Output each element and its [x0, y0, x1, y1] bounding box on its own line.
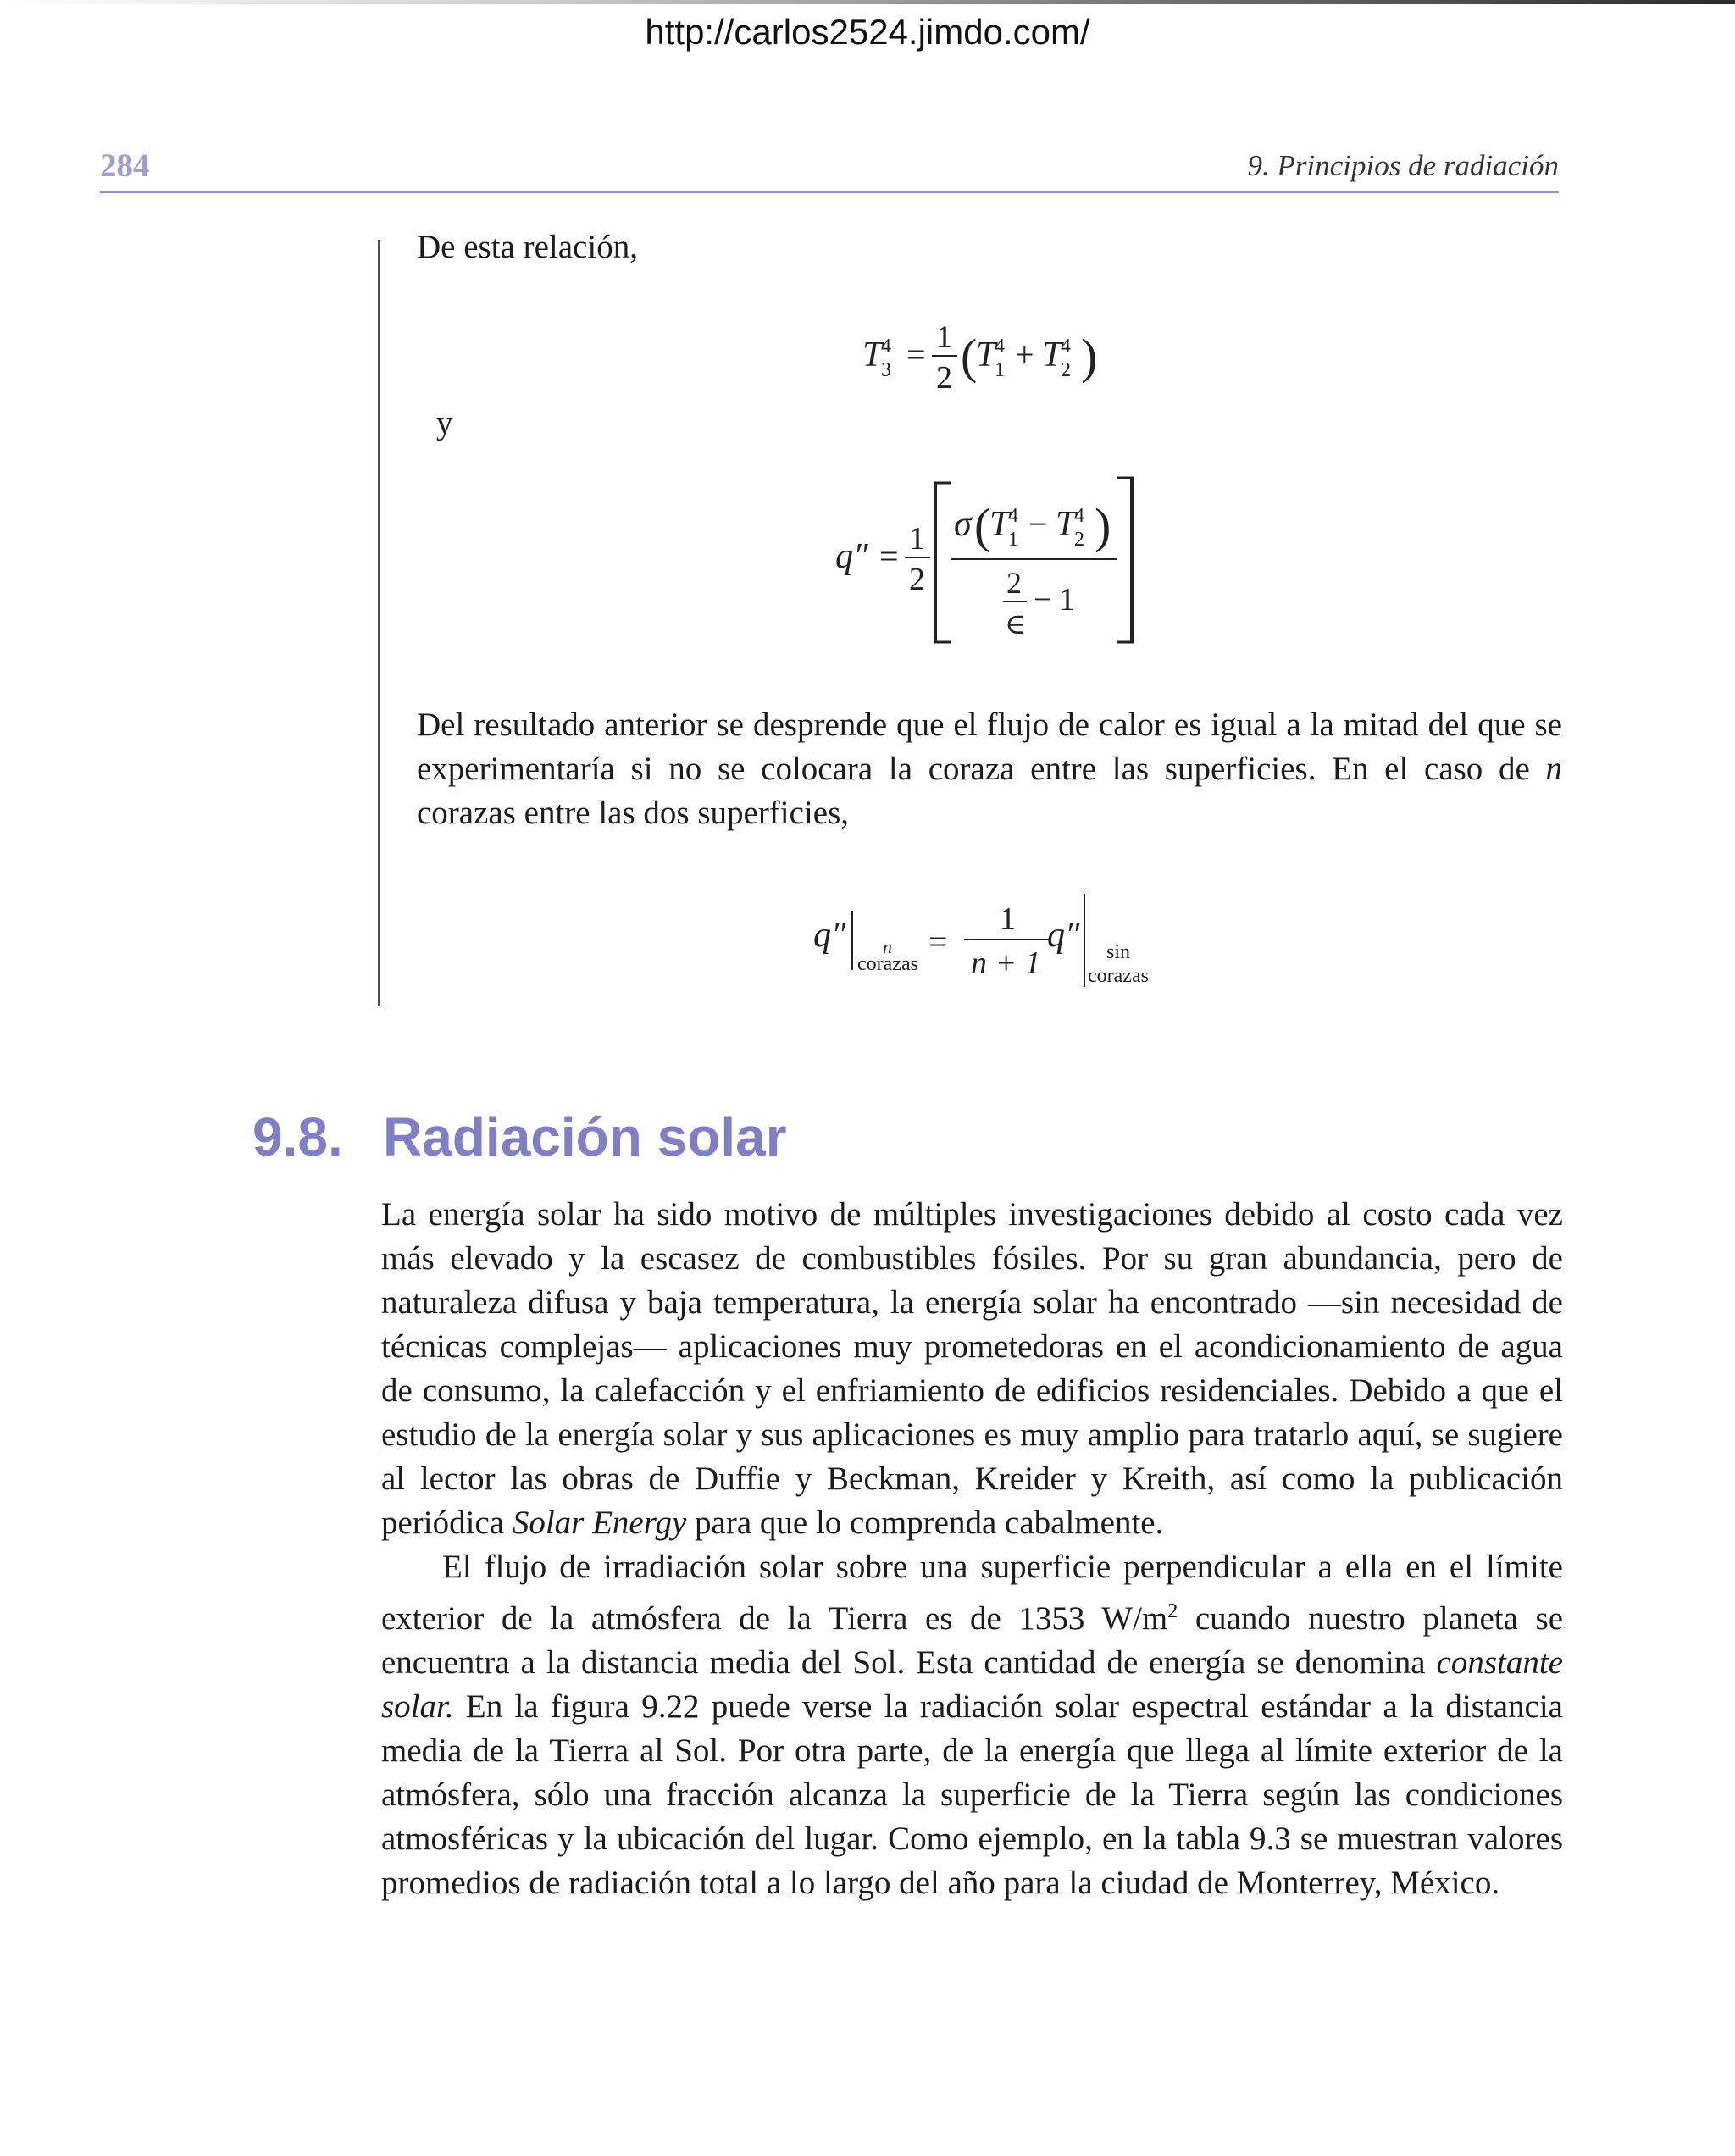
- eq1-lhs-sub: 3: [881, 359, 891, 381]
- eq1-t1-sub: 1: [995, 359, 1005, 381]
- svg-text:(: (: [974, 498, 991, 553]
- equation-q-flux: [830, 474, 1169, 652]
- eq2-eps: ∈: [1005, 609, 1027, 640]
- connector-y: y: [436, 405, 453, 441]
- eq2-sigma: σ: [954, 505, 972, 544]
- eq2-one: 1: [1059, 582, 1075, 618]
- p2-text-a: El flujo de irradiación solar sobre una superficie perpendicular a ella en el límite exterior de la atmósfera de la Tierra es de 1353 W/m: [381, 1549, 1563, 1637]
- page-number: 284: [100, 147, 150, 184]
- svg-text:4: 4: [1074, 505, 1084, 527]
- eq2-equals: =: [879, 537, 899, 575]
- eq1-t1-sup: 4: [995, 335, 1005, 357]
- p1-end: para que lo comprenda cabalmente.: [695, 1505, 1164, 1541]
- svg-text:4: 4: [1008, 505, 1018, 527]
- p2-sup: 2: [1167, 1600, 1178, 1622]
- eq2-den: 2: [909, 562, 925, 597]
- eq1-den: 2: [936, 360, 952, 396]
- eq1-num: 1: [936, 319, 952, 355]
- eq2-minus: −: [1028, 505, 1048, 543]
- watermark-url: http://carlos2524.jimdo.com/: [645, 12, 1090, 52]
- eq1-t2-sub: 2: [1061, 359, 1071, 381]
- eq2-num: 1: [909, 521, 925, 557]
- intro-text: De esta relación,: [417, 229, 638, 265]
- section-body: [381, 1193, 1563, 1905]
- paragraph-shield-text: Del resultado anterior se desprende que el flujo de calor es igual a la mitad del que se experimentaría si no se colocara la coraza entre las superficies. En el caso de: [417, 707, 1562, 787]
- svg-text:T: T: [1056, 505, 1076, 544]
- p2-text-b: cuando nuestro planeta se encuentra a la distancia media del Sol. Esta cantidad de energía se denomina: [381, 1600, 1563, 1681]
- eq3-sub2-bottom: corazas: [1088, 965, 1149, 987]
- eq3-den: n + 1: [971, 945, 1041, 981]
- p1-italic: Solar Energy: [512, 1505, 687, 1541]
- paragraph-shield-result: [417, 703, 1562, 835]
- eq3-sub-top: n: [883, 936, 892, 957]
- eq3-sub2-top: sin: [1106, 941, 1131, 963]
- equation-n-shields: [805, 885, 1178, 995]
- svg-text:): ): [1095, 498, 1111, 553]
- svg-text:2: 2: [1074, 529, 1084, 551]
- eq1-t1: T: [976, 335, 996, 374]
- eq3-num: 1: [1000, 901, 1016, 937]
- margin-bar: [378, 240, 380, 1006]
- eq1-lhs-sup: 4: [881, 335, 891, 357]
- section-paragraph-2: [381, 1545, 1563, 1905]
- eq3-q: q″: [813, 916, 846, 955]
- svg-text:−: −: [1034, 582, 1052, 618]
- section-paragraph-1: [381, 1193, 1563, 1545]
- svg-text:(: (: [961, 329, 978, 384]
- eq3-q2: q″: [1047, 916, 1080, 955]
- eq1-plus: +: [1015, 335, 1034, 374]
- eq3-equals: =: [928, 923, 948, 961]
- header-rule: [100, 191, 1559, 193]
- eq2-two: 2: [1006, 566, 1022, 600]
- paragraph-var-n: n: [1545, 751, 1563, 787]
- eq1-t2: T: [1042, 335, 1062, 374]
- svg-text:T: T: [989, 505, 1010, 544]
- svg-text:): ): [1081, 329, 1098, 384]
- eq1-lhs: T: [862, 335, 883, 374]
- section-number: 9.8.: [252, 1106, 343, 1167]
- equation-t3: [839, 297, 1144, 415]
- eq3-sub-bottom: corazas: [857, 953, 918, 975]
- p2-text-c: En la figura 9.22 puede verse la radiación solar espectral estándar a la distancia media de la Tierra al Sol. Por otra parte, de la energía que llega al límite exterior de la atmósfera, sólo una fracción alcanza la superficie de la Tierra según las condiciones atmosféricas y la ubicación del lugar. Como ejemplo, en la tabla 9.3 se muestran valores promedios de radiación total a lo largo del año para la ciudad de Monterrey, México.: [381, 1688, 1563, 1901]
- section-title: Radiación solar: [383, 1106, 787, 1167]
- eq2-lhs: q″: [835, 537, 868, 576]
- p1-text: La energía solar ha sido motivo de múltiples investigaciones debido al costo cada vez más elevado y la escasez de combustibles fósiles. Por su gran abundancia, pero de naturaleza difusa y baja temperatura, la energía solar ha encontrado —sin necesidad de técnicas complejas— aplicaciones muy prometedoras en el acondicionamiento de agua de consumo, la calefacción y el enfriamiento de edificios residenciales. Debido a que el estudio de la energía solar y sus aplicaciones es muy amplio para tratarlo aquí, se sugiere al lector las obras de Duffie y Beckman, Kreider y Kreith, así como la publicación periódica: [381, 1196, 1563, 1541]
- p2-italic: constante solar.: [381, 1644, 1563, 1725]
- eq1-t2-sup: 4: [1061, 335, 1071, 357]
- running-head: 9. Principios de radiación: [1247, 149, 1559, 182]
- eq1-equals: =: [906, 335, 926, 374]
- scan-top-edge: [0, 0, 1735, 4]
- paragraph-shield-end: corazas entre las dos superficies,: [417, 795, 850, 831]
- svg-text:1: 1: [1008, 529, 1018, 551]
